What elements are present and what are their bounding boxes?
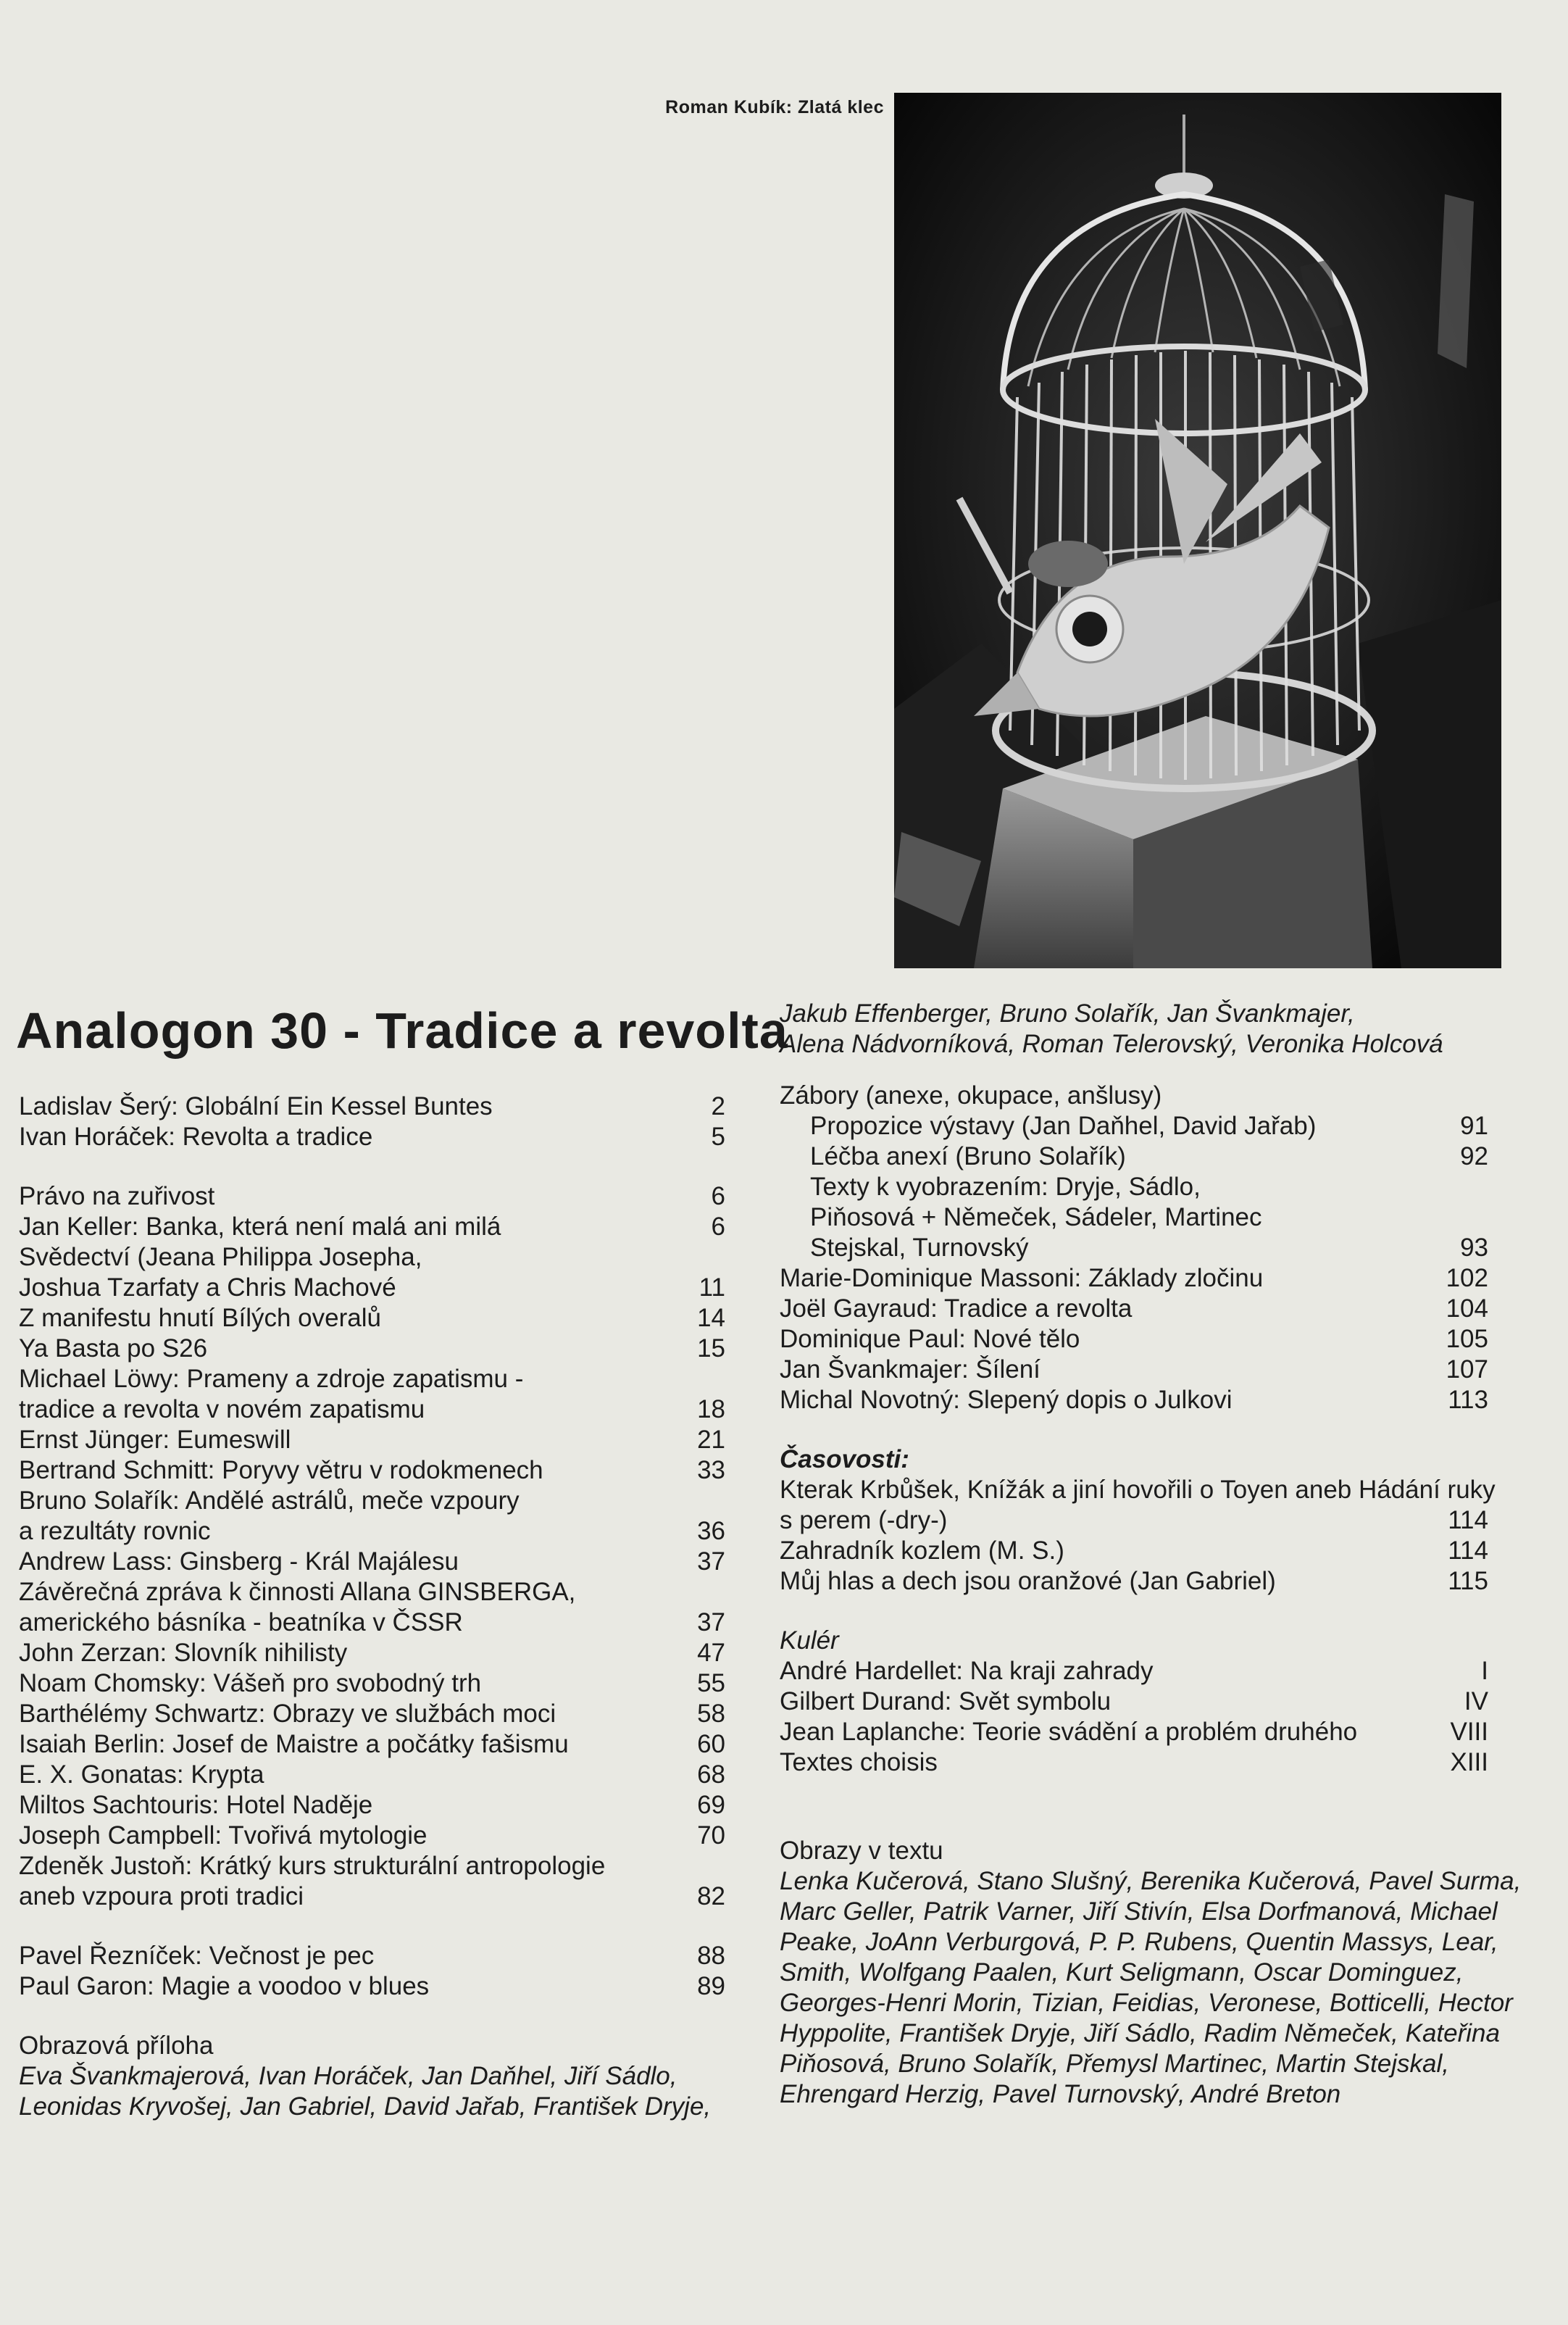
toc-entry-page: 113 [1448,1386,1488,1414]
toc-entry-page: 104 [1446,1294,1488,1323]
toc-entry [780,1656,1498,1686]
spacer [19,2002,725,2031]
toc-entry-title: Michael Löwy: Prameny a zdroje zapatismu - [19,1365,524,1393]
toc-entry [780,1717,1498,1747]
toc-entry [19,1455,725,1486]
toc-entry [780,1536,1498,1566]
toc-entry [780,1566,1498,1597]
photo-golden-cage [894,93,1501,968]
left-toc [19,1091,725,2122]
toc-entry-title: Pavel Řezníček: Večnost je pec [19,1942,375,1970]
toc-entry-page: 6 [711,1213,725,1241]
toc-entry [780,2018,1498,2049]
toc-entry [780,1747,1498,1778]
toc-entry [19,1607,725,1638]
toc-entry-page: 36 [697,1517,725,1545]
toc-entry-page: I [1481,1657,1488,1685]
toc-entry [780,1686,1498,1717]
toc-entry-title: Kulér [780,1626,839,1655]
toc-entry-page: 114 [1448,1536,1488,1565]
toc-entry [780,1111,1498,1141]
toc-entry-title: Léčba anexí (Bruno Solařík) [810,1142,1126,1170]
toc-entry-title: s perem (-dry-) [780,1506,948,1534]
toc-entry-page: 33 [697,1456,725,1484]
toc-entry-title: a rezultáty rovnic [19,1517,211,1545]
toc-entry [19,2031,725,2061]
toc-entry-title: Z manifestu hnutí Bílých overalů [19,1304,381,1332]
toc-entry [19,1790,725,1821]
toc-entry-page: 11 [698,1273,725,1302]
spacer [780,1415,1498,1444]
right-toc [780,999,1522,2110]
toc-entry-title: John Zerzan: Slovník nihilisty [19,1639,348,1667]
toc-entry [780,1141,1498,1172]
toc-entry [780,1897,1498,1927]
toc-entry-title: Marc Geller, Patrik Varner, Jiří Stivín, Elsa Dorfmanová, Michael [780,1897,1498,1926]
toc-entry [19,1577,725,1607]
toc-entry [19,1364,725,1394]
toc-entry-title: Časovosti: [780,1445,909,1473]
toc-entry [780,1202,1498,1233]
toc-entry-page: 114 [1448,1506,1488,1534]
toc-entry-title: Gilbert Durand: Svět symbolu [780,1687,1112,1715]
toc-entry [19,1729,725,1760]
toc-entry-title: Miltos Sachtouris: Hotel Naděje [19,1791,373,1819]
toc-entry-page: 58 [697,1700,725,1728]
toc-entry [780,1988,1513,2018]
toc-entry-page: 107 [1446,1355,1488,1384]
toc-entry [780,1324,1498,1355]
toc-entry [780,1294,1498,1324]
toc-entry [19,1334,725,1364]
toc-entry [19,1425,725,1455]
toc-entry-title: Texty k vyobrazením: Dryje, Sádlo, [810,1173,1201,1201]
toc-entry [19,1971,725,2002]
toc-entry-page: 47 [697,1639,725,1667]
toc-entry-title: Eva Švankmajerová, Ivan Horáček, Jan Daňhel, Jiří Sádlo, [19,2062,677,2090]
toc-entry-title: Joël Gayraud: Tradice a revolta [780,1294,1133,1323]
toc-entry-page: 91 [1460,1112,1488,1140]
toc-entry [19,1394,725,1425]
toc-entry-title: Bruno Solařík: Andělé astrálů, meče vzpoury [19,1486,520,1515]
toc-entry [19,2061,725,2092]
toc-entry-title: Jean Laplanche: Teorie svádění a problém druhého [780,1718,1358,1746]
toc-entry-page: 37 [697,1608,725,1636]
toc-entry-title: Můj hlas a dech jsou oranžové (Jan Gabriel) [780,1567,1276,1595]
toc-entry-page: 89 [697,1972,725,2000]
toc-entry [19,1091,725,1122]
toc-entry-page: 92 [1460,1142,1488,1170]
toc-entry [19,1760,725,1790]
toc-entry-title: Lenka Kučerová, Stano Slušný, Berenika Kučerová, Pavel Surma, [780,1867,1522,1895]
spacer [19,1152,725,1181]
toc-entry-page: 82 [697,1882,725,1910]
toc-entry-title: Michal Novotný: Slepený dopis o Julkovi [780,1386,1233,1414]
toc-entry [780,1172,1498,1202]
toc-entry [780,1836,1498,1866]
toc-entry [780,1475,1498,1505]
toc-entry [780,2049,1498,2079]
toc-entry-title: Marie-Dominique Massoni: Základy zločinu [780,1264,1264,1292]
toc-entry-title: Závěrečná zpráva k činnosti Allana GINSBERGA, [19,1578,576,1606]
toc-entry [19,1821,725,1851]
toc-entry [780,1866,1522,1897]
toc-entry-title: amerického básníka - beatníka v ČSSR [19,1608,463,1636]
toc-entry-title: Zábory (anexe, okupace, anšlusy) [780,1081,1162,1110]
page-title: Analogon 30 - Tradice a revolta [16,1002,788,1059]
toc-entry [19,1881,725,1912]
toc-entry [19,1638,725,1668]
toc-entry [19,1516,725,1547]
toc-entry-title: Joshua Tzarfaty a Chris Machové [19,1273,396,1302]
toc-entry [19,1699,725,1729]
toc-entry-title: Noam Chomsky: Vášeň pro svobodný trh [19,1669,482,1697]
toc-entry-title: Textes choisis [780,1748,938,1776]
photo-caption: Roman Kubík: Zlatá klec [665,97,884,117]
toc-entry [19,1547,725,1577]
toc-entry-page: 14 [697,1304,725,1332]
toc-entry-title: Ya Basta po S26 [19,1334,208,1363]
toc-entry-title: Ladislav Šerý: Globální Ein Kessel Buntes [19,1092,493,1120]
toc-entry-title: Piňosová + Němeček, Sádeler, Martinec [810,1203,1262,1231]
birdcage-illustration [894,93,1501,968]
toc-entry [780,1233,1498,1263]
toc-entry [19,1303,725,1334]
toc-entry-page: 55 [697,1669,725,1697]
toc-entry [780,1355,1498,1385]
spacer [780,1807,1498,1836]
toc-entry-title: Obrazová příloha [19,2031,214,2060]
toc-entry-page: 37 [697,1547,725,1576]
toc-entry-title: Jan Švankmajer: Šílení [780,1355,1041,1384]
toc-entry [780,1263,1498,1294]
toc-entry-page: XIII [1450,1748,1488,1776]
toc-entry-page: 68 [697,1760,725,1789]
toc-entry-title: Leonidas Kryvošej, Jan Gabriel, David Jařab, František Dryje, [19,2092,712,2121]
toc-entry-title: André Hardellet: Na kraji zahrady [780,1657,1154,1685]
toc-entry-page: 6 [711,1182,725,1210]
toc-entry-page: 5 [711,1123,725,1151]
toc-entry [780,1927,1498,1958]
toc-entry-title: Barthélémy Schwartz: Obrazy ve službách moci [19,1700,556,1728]
toc-entry-page: 70 [697,1821,725,1850]
toc-entry-page: VIII [1450,1718,1488,1746]
toc-entry [19,1941,725,1971]
toc-entry-title: Jan Keller: Banka, která není malá ani milá [19,1213,501,1241]
toc-entry-title: Paul Garon: Magie a voodoo v blues [19,1972,430,2000]
toc-entry [780,1385,1498,1415]
toc-entry-title: Zdeněk Justoň: Krátký kurs strukturální antropologie [19,1852,606,1880]
toc-entry-title: Právo na zuřivost [19,1182,215,1210]
toc-entry-page: 69 [697,1791,725,1819]
toc-entry [19,1851,725,1881]
toc-entry [19,1212,725,1242]
toc-entry-title: E. X. Gonatas: Krypta [19,1760,264,1789]
toc-entry-page: 2 [711,1092,725,1120]
toc-entry-title: Georges-Henri Morin, Tizian, Feidias, Veronese, Botticelli, Hector [780,1989,1513,2017]
spacer [19,1912,725,1941]
toc-entry [19,1122,725,1152]
toc-entry-title: Ernst Jünger: Eumeswill [19,1426,291,1454]
toc-entry-title: Obrazy v textu [780,1837,943,1865]
toc-entry-page: 115 [1448,1567,1488,1595]
toc-entry [19,1668,725,1699]
toc-entry-title: Hyppolite, František Dryje, Jiří Sádlo, Radim Němeček, Kateřina [780,2019,1500,2047]
toc-entry-page: 93 [1460,1234,1488,1262]
toc-entry [780,1958,1498,1988]
toc-entry-title: Joseph Campbell: Tvořivá mytologie [19,1821,428,1850]
toc-entry-page: 88 [697,1942,725,1970]
toc-entry-title: Propozice výstavy (Jan Daňhel, David Jařab) [810,1112,1317,1140]
toc-entry [19,2092,725,2122]
toc-entry-title: Ivan Horáček: Revolta a tradice [19,1123,373,1151]
toc-entry-page: IV [1464,1687,1488,1715]
toc-entry-title: Smith, Wolfgang Paalen, Kurt Seligmann, Oscar Dominguez, [780,1958,1464,1987]
toc-entry-title: Kterak Krbůšek, Knížák a jiní hovořili o Toyen aneb Hádání ruky [780,1476,1496,1504]
right-header-line: Jakub Effenberger, Bruno Solařík, Jan Švankmajer, [780,999,1355,1028]
toc-entry-title: Bertrand Schmitt: Poryvy větru v rodokmenech [19,1456,543,1484]
toc-entry [780,1626,1498,1656]
toc-entry-title: Dominique Paul: Nové tělo [780,1325,1080,1353]
toc-entry [19,1273,725,1303]
toc-entry [19,1242,725,1273]
spacer [780,1597,1498,1626]
toc-entry-page: 102 [1446,1264,1488,1292]
toc-entry-title: tradice a revolta v novém zapatismu [19,1395,425,1423]
toc-entry-title: aneb vzpoura proti tradici [19,1882,304,1910]
toc-entry-title: Piňosová, Bruno Solařík, Přemysl Martinec, Martin Stejskal, [780,2050,1449,2078]
right-header-line: Alena Nádvorníková, Roman Telerovský, Veronika Holcová [780,1030,1443,1058]
toc-entry-title: Isaiah Berlin: Josef de Maistre a počátky fašismu [19,1730,569,1758]
toc-entry-title: Svědectví (Jeana Philippa Josepha, [19,1243,422,1271]
toc-entry-page: 60 [697,1730,725,1758]
toc-entry-title: Zahradník kozlem (M. S.) [780,1536,1064,1565]
toc-entry-page: 15 [697,1334,725,1363]
toc-entry-page: 21 [697,1426,725,1454]
toc-entry [780,1505,1498,1536]
toc-entry [780,1081,1498,1111]
toc-entry-title: Ehrengard Herzig, Pavel Turnovský, André Breton [780,2080,1341,2108]
toc-entry [19,1486,725,1516]
toc-entry-title: Peake, JoAnn Verburgová, P. P. Rubens, Quentin Massys, Lear, [780,1928,1498,1956]
spacer [780,1778,1498,1807]
toc-entry-page: 105 [1446,1325,1488,1353]
toc-entry-title: Stejskal, Turnovský [810,1234,1029,1262]
toc-entry [780,1444,1498,1475]
toc-entry-page: 18 [697,1395,725,1423]
toc-entry-title: Andrew Lass: Ginsberg - Král Majálesu [19,1547,459,1576]
toc-entry [780,2079,1498,2110]
toc-entry [19,1181,725,1212]
